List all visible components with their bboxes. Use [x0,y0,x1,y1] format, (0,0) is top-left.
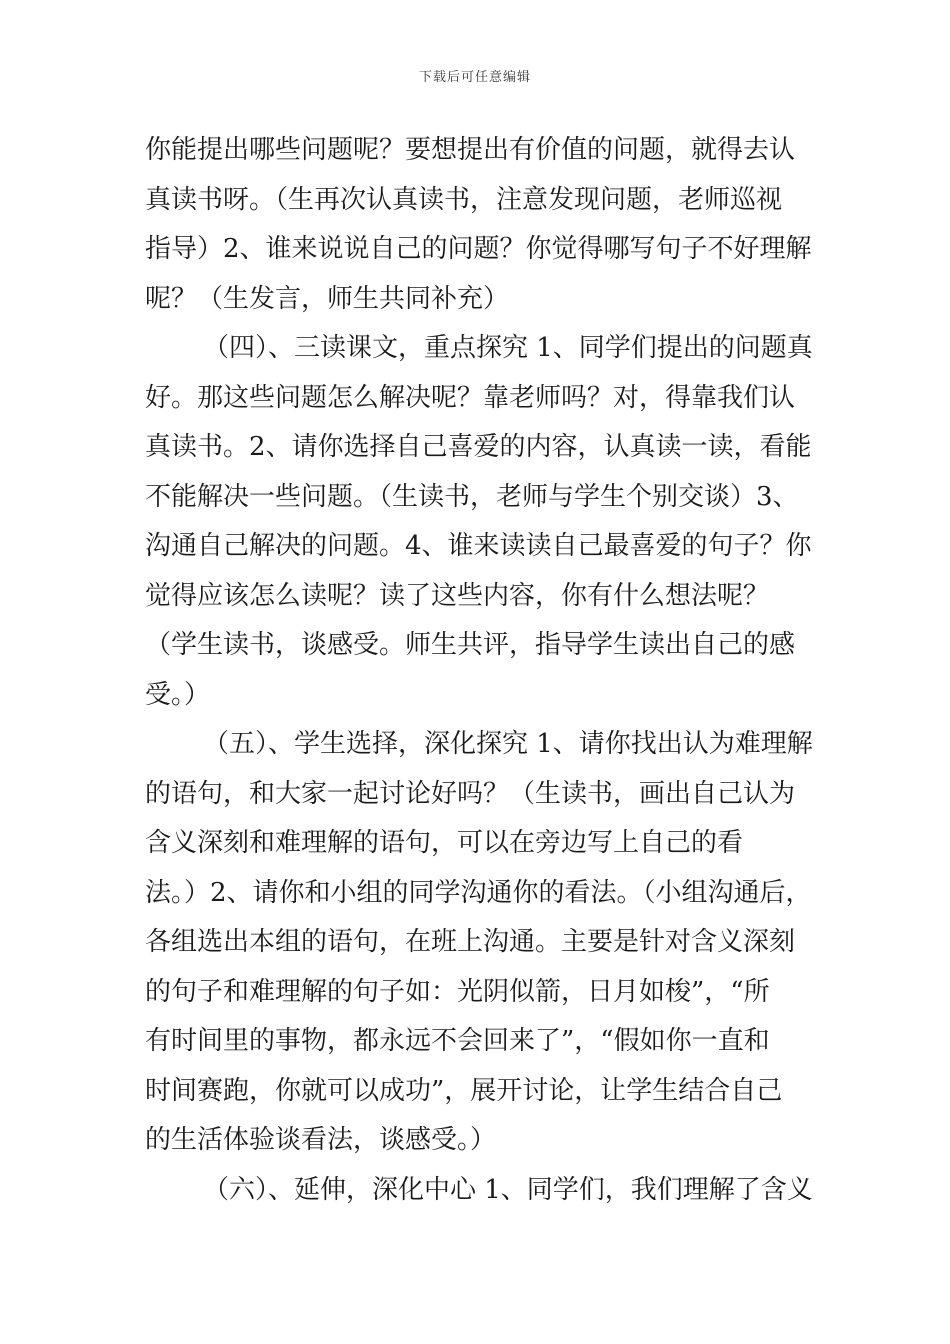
text-line: 真读书呀。（生再次认真读书，注意发现问题，老师巡视 [145,184,783,215]
text-line: 时间赛跑，你就可以成功”，展开讨论，让学生结合自己 [145,1075,783,1106]
text-line: 不能解决一些问题。（生读书，老师与学生个别交谈）3、 [145,481,799,512]
text-line: （四）、三读课文，重点探究 1、同学们提出的问题真 [203,333,813,363]
text-line: 觉得应该怎么读呢？读了这些内容，你有什么想法呢？ [145,580,770,611]
text-line: 的句子和难理解的句子如：光阴似箭，日月如梭”，“所 [145,976,770,1007]
page-header: 下载后可任意编辑 [418,70,531,85]
document-body [145,126,815,1215]
text-line: 指导）2、谁来说说自己的问题？你觉得哪写句子不好理解 [145,234,812,264]
text-line: （学生读书，谈感受。师生共评，指导学生读出自己的感 [145,630,796,660]
text-line: 含义深刻和难理解的语句，可以在旁边写上自己的看 [145,828,744,858]
paragraph-2 [145,324,815,720]
text-line: （五）、学生选择，深化探究 1、请你找出认为难理解 [203,729,813,759]
text-line: 法。）2、请你和小组的同学沟通你的看法。（小组沟通后， [145,877,812,908]
paragraph-1 [145,126,815,324]
text-line: 受。） [145,679,211,710]
paragraph-4 [145,1166,815,1216]
text-line: 沟通自己解决的问题。4、谁来读读自己最喜爱的句子？你 [145,531,812,561]
text-line: 好。那这些问题怎么解决呢？靠老师吗？对，得靠我们认 [145,382,796,413]
text-line: 的生活体验谈看法，谈感受。） [145,1125,497,1155]
text-line: 的语句，和大家一起讨论好吗？（生读书，画出自己认为 [145,778,796,809]
text-line: 有时间里的事物，都永远不会回来了”，“假如你一直和 [145,1026,770,1056]
text-line: （六）、延伸，深化中心 1、同学们，我们理解了含义 [203,1174,813,1205]
text-line: 你能提出哪些问题呢？要想提出有价值的问题，就得去认 [145,135,796,165]
text-line: 各组选出本组的语句，在班上沟通。主要是针对含义深刻 [145,927,796,957]
text-line: 呢？（生发言，师生共同补充） [145,283,510,314]
paragraph-3 [145,720,815,1166]
text-line: 真读书。2、请你选择自己喜爱的内容，认真读一读，看能 [145,432,812,462]
